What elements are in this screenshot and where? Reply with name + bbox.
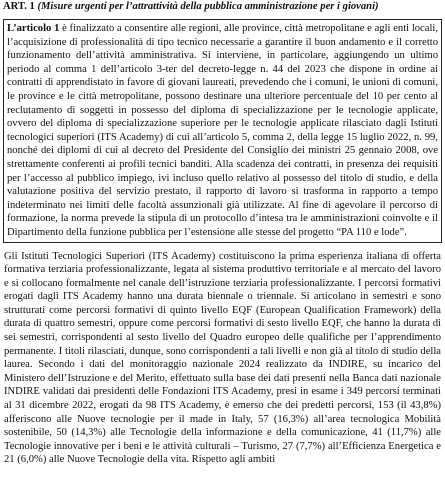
- article-heading: [3, 1, 442, 13]
- its-academy-paragraph: Gli Istituti Tecnologici Superiori (ITS Academy) costituiscono la prima esperienza italiana di offerta formativa terziaria professionalizzante, legata al sistema produttivo territoriale e al mercato del lavoro e si collocano formalmente nel canale dell’istruzione terziaria professionalizzante. I percorsi formativi erogati dagli ITS Academy hanno una durata biennale o triennale. Si articolano in semestri e sono strutturati come percorsi formativi di quinto livello EQF (European Qualification Framework) della durata di quattro semestri, oppure come percorsi formativi di sesto livello EQF, che hanno la durata di sei semestri, corrispondenti al sesto livello del Quadro europeo delle qualifiche per l’apprendimento permanente. I titoli rilasciati, dunque, sono corrispondenti a tali livelli e non già al titolo di studio della laurea. Secondo i dati del monitoraggio nazionale 2024 realizzato da INDIRE, su incarico del Ministero dell’Istruzione e del Merito, effettuato sulla base dei dati presenti nella Banca dati nazionale INDIRE validati dai presidenti delle Fondazioni ITS Academy, presi in esame i 349 percorsi terminati al 31 dicembre 2022, erogati da 98 ITS Academy, è emerso che dei predetti percorsi, 153 (il 43,8%) afferiscono alle Nuove tecnologie per il made in Italy, 57 (16,3%) all’area tecnologica Mobilità sostenibile, 50 (14,3%) alle Tecnologie della informazione e della comunicazione, 41 (11,7%) alle Tecnologie innovative per i beni e le attività culturali – Turismo, 27 (7,7%) all’Efficienza Energetica e 21 (6,0%) alle Nuove Tecnologie della vita. Rispetto agli ambiti: [4, 250, 441, 466]
- article-summary-lead: L’articolo 1: [7, 23, 60, 34]
- article-summary-text: è finalizzato a consentire alle regioni, alle province, città metropolitane e agli enti locali, l’acquisizione di professionalità di tipo tecnico necessarie a garantire il buon andamento e il corretto funzionamento dell’attività amministrativa. Si interviene, in particolare, aggiungendo un ultimo periodo al comma 1 dell’articolo 3-ter del decreto-legge n. 44 del 2023 che dispone in ordine ai contratti di apprendistato in favore di giovani laureati, prevedendo che i comuni, le unioni di comuni, le province e le città metropolitane, possono destinare una ulteriore percentuale del 10 per cento al reclutamento di soggetti in possesso del diploma di specializzazione per le tecnologie applicate, ovvero del diploma di specializzazione superiore per le tecnologie applicate rilasciato dagli Istituti tecnologici superiori (ITS Academy) di cui all’articolo 5, comma 2, della legge 15 luglio 2022, n. 99, nonché dei diplomi di cui al decreto del Presidente del Consiglio dei ministri 25 gennaio 2008, ove strettamente conferenti ai profili tecnici banditi. Alla scadenza dei contratti, in presenza dei requisiti per l’accesso al pubblico impiego, ivi incluso quello relativo al possesso del titolo di studio, e della valutazione positiva del servizio prestato, il rapporto di lavoro si trasforma in rapporto a tempo indeterminato nei limiti delle facoltà assunzionali già utilizzate. Al fine di agevolare il percorso di formazione, la norma prevede la stipula di un protocollo d’intesa tra le amministrazioni coinvolte e il Dipartimento della funzione pubblica per l’estensione alle stesse del progetto “PA 110 e lode”.: [7, 23, 439, 238]
- article-summary-paragraph: [7, 22, 438, 240]
- article-subtitle: (Misure urgenti per l’attrattività della pubblica amministrazione per i giovani): [37, 1, 379, 12]
- article-number: ART. 1: [3, 1, 35, 12]
- article-summary-box: [3, 19, 442, 243]
- body-section: [3, 250, 442, 468]
